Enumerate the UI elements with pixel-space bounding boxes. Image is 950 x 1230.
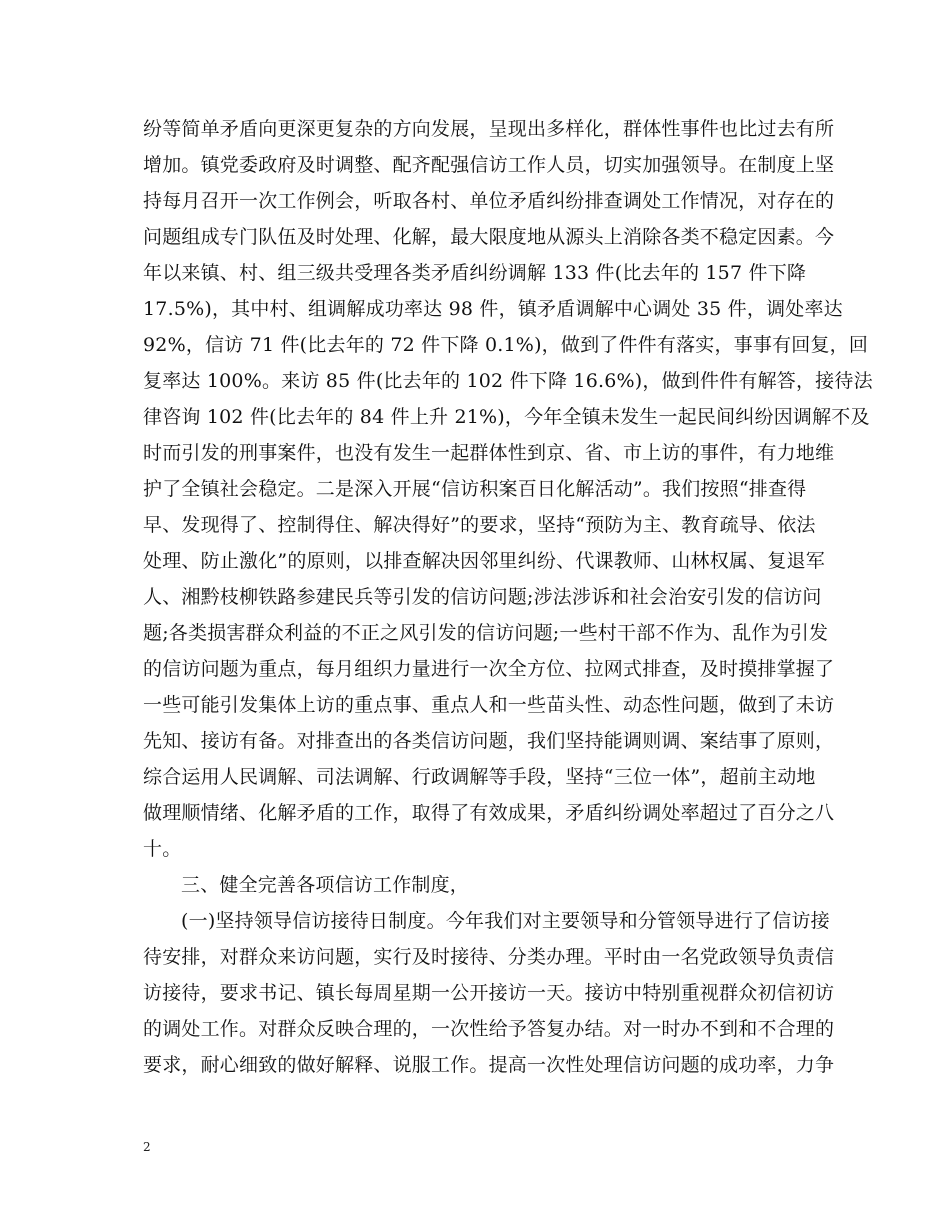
paragraph-line: 的信访问题为重点，每月组织力量进行一次全方位、拉网式排查，及时摸排掌握了 (143, 658, 835, 680)
paragraph-line: 纷等简单矛盾向更深更复杂的方向发展，呈现出多样化，群体性事件也比过去有所 (143, 118, 835, 140)
paragraph-line: 题;各类损害群众利益的不正之风引发的信访问题;一些村干部不作为、乱作为引发 (143, 622, 829, 644)
paragraph-line: 持每月召开一次工作例会，听取各村、单位矛盾纠纷排查调处工作情况，对存在的 (143, 190, 835, 212)
paragraph-line: 年以来镇、村、组三级共受理各类矛盾纠纷调解 133 件(比去年的 157 件下降 (143, 262, 807, 284)
paragraph-line: 早、发现得了、控制得住、解决得好”的要求，坚持“预防为主、教育疏导、依法 (143, 514, 816, 536)
paragraph-line: 综合运用人民调解、司法调解、行政调解等手段，坚持“三位一体”，超前主动地 (143, 766, 816, 788)
section-heading: 三、健全完善各项信访工作制度， (181, 874, 470, 896)
paragraph-line: 一些可能引发集体上访的重点事、重点人和一些苗头性、动态性问题，做到了未访 (143, 694, 835, 716)
paragraph-line: 访接待，要求书记、镇长每周星期一公开接访一天。接访中特别重视群众初信初访 (143, 982, 835, 1004)
paragraph-line: 92%，信访 71 件(比去年的 72 件下降 0.1%)，做到了件件有落实，事事有回复，回 (143, 334, 869, 356)
paragraph-line: 做理顺情绪、化解矛盾的工作，取得了有效成果，矛盾纠纷调处率超过了百分之八 (143, 802, 835, 824)
paragraph-line: 问题组成专门队伍及时处理、化解，最大限度地从源头上消除各类不稳定因素。今 (143, 226, 835, 248)
page-number: 2 (143, 1140, 151, 1154)
paragraph-line: 十。 (143, 838, 182, 860)
paragraph-line: 增加。镇党委政府及时调整、配齐配强信访工作人员，切实加强领导。在制度上坚 (143, 154, 835, 176)
paragraph-line: (一)坚持领导信访接待日制度。今年我们对主要领导和分管领导进行了信访接 (181, 910, 830, 932)
paragraph-line: 护了全镇社会稳定。二是深入开展“信访积案百日化解活动”。我们按照“排查得 (143, 478, 807, 500)
paragraph-line: 处理、防止激化”的原则，以排查解决因邻里纠纷、代课教师、山林权属、复退军 (143, 550, 825, 572)
paragraph-line: 要求，耐心细致的做好解释、说服工作。提高一次性处理信访问题的成功率，力争 (143, 1054, 835, 1076)
paragraph-line: 17.5%)，其中村、组调解成功率达 98 件，镇矛盾调解中心调处 35 件，调处率达 (143, 298, 843, 320)
paragraph-line: 人、湘黔枝柳铁路参建民兵等引发的信访问题;涉法涉诉和社会治安引发的信访问 (143, 586, 822, 608)
paragraph-line: 复率达 100%。来访 85 件(比去年的 102 件下降 16.6%)，做到件件有解答，接待法 (143, 370, 873, 392)
paragraph-line: 的调处工作。对群众反映合理的，一次性给予答复办结。对一时办不到和不合理的 (143, 1018, 835, 1040)
paragraph-line: 时而引发的刑事案件，也没有发生一起群体性到京、省、市上访的事件，有力地维 (143, 442, 835, 464)
paragraph-line: 先知、接访有备。对排查出的各类信访问题，我们坚持能调则调、案结事了原则， (143, 730, 835, 752)
paragraph-line: 待安排，对群众来访问题，实行及时接待、分类办理。平时由一名党政领导负责信 (143, 946, 835, 968)
paragraph-line: 律咨询 102 件(比去年的 84 件上升 21%)，今年全镇未发生一起民间纠纷因调解不及 (143, 406, 870, 428)
